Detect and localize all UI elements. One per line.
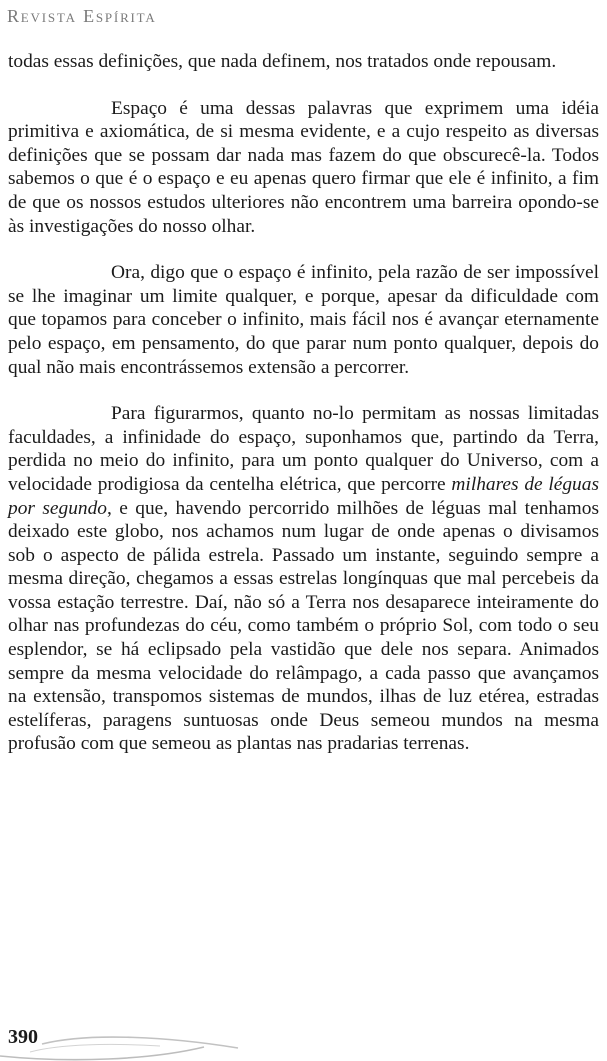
paragraph-4-emphasis: milhares de léguas por segundo <box>8 473 599 519</box>
paragraph-1: todas essas definições, que nada definem, nos tratados onde repousam. <box>8 51 557 72</box>
body-text <box>8 50 599 756</box>
paragraph-3: Ora, digo que o espaço é infinito, pela razão de ser impossível se lhe imaginar um limite qualquer, e porque, apesar da dificuldade com que topamos para conceber o infinito, mais fácil nos é avançar eternamente pelo espaço, em pensamento, do que parar num ponto qualquer, depois do qual não mais encontrássemos extensão a percorrer. <box>8 262 599 378</box>
paragraph-4-rest: , e que, havendo percorrido milhões de léguas mal tenhamos deixado este globo, nos achamos num lugar de onde apenas o divisamos sob o aspecto de pálida estrela. Passado um instante, seguindo sempre a mesma direção, chegamos a essas estrelas longínquas que mal percebeis da vossa estação terrestre. Daí, não só a Terra nos desaparece inteiramente do olhar nas profundezas do céu, como também o próprio Sol, com todo o seu esplendor, se há eclipsado pela vastidão que dele nos separa. Animados sempre da mesma velocidade do relâmpago, a cada passo que avançamos na extensão, transpomos sistemas de mundos, ilhas de luz etérea, estradas estelíferas, paragens suntuosas onde Deus semeou mundos na mesma profusão com que semeou as plantas nas pradarias terrenas. <box>8 497 599 755</box>
paragraph-4 <box>8 402 599 756</box>
paragraph-2: Espaço é uma dessas palavras que exprimem uma idéia primitiva e axiomática, de si mesma evidente, e a cujo respeito as diversas definições que se possam dar nada mas fazem do que obscurecê-la. Todos sabemos o que é o espaço e eu apenas quero firmar que ele é infinito, a fim de que os nossos estudos ulteriores não encontrem uma barreira opondo-se às investigações do nosso olhar. <box>8 97 599 237</box>
running-head-title: Revista Espírita <box>7 6 157 26</box>
paragraph-4-lead: Para figurarmos, quanto no-lo permitam as nossas limitadas faculdades, a infinidade do espaço, suponhamos que, partindo da Terra, perdida no meio do infinito, para um ponto qualquer do Universo, com a velocidade prodigiosa da centelha elétrica, que percorre <box>8 403 599 495</box>
page-number: 390 <box>8 1026 38 1048</box>
